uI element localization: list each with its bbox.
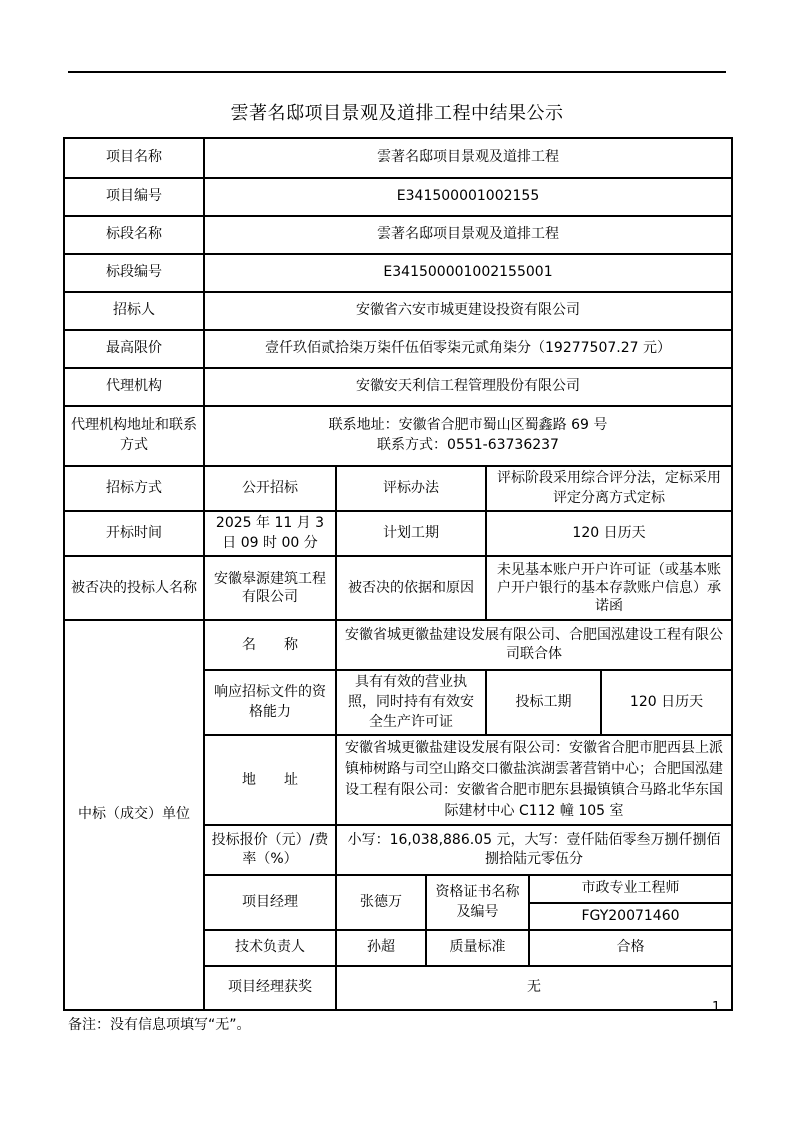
duration-label: 计划工期 [336,511,486,556]
winner-tech-lead-value: 孙超 [336,930,426,966]
winner-manager-label: 项目经理 [204,875,336,930]
bid-result-table [63,137,733,1011]
table-row [64,406,732,466]
winner-manager-value: 张德万 [336,875,426,930]
table-row [64,330,732,368]
table-row [64,216,732,254]
winner-awards-value: 无 [336,966,732,1010]
winner-name-value: 安徽省城更徽盐建设发展有限公司、合肥国泓建设工程有限公司联合体 [336,620,732,670]
tenderer-value: 安徽省六安市城更建设投资有限公司 [204,292,732,330]
tender-method-value: 公开招标 [204,466,336,511]
table-row [64,254,732,292]
table-row [64,511,732,556]
footnote: 备注：没有信息项填写“无”。 [68,1017,251,1033]
table-row [64,466,732,511]
rejected-bidder-value: 安徽皋源建筑工程有限公司 [204,556,336,620]
project-name-value: 雲著名邸项目景观及道排工程 [204,138,732,178]
agency-contact-phone: 联系方式：0551-63736237 [377,437,559,453]
agency-contact-label: 代理机构地址和联系方式 [64,406,204,466]
table-row [64,620,732,670]
agency-value: 安徽安天利信工程管理股份有限公司 [204,368,732,406]
tender-method-label: 招标方式 [64,466,204,511]
max-price-label: 最高限价 [64,330,204,368]
table-row [64,368,732,406]
winner-quality-value: 合格 [529,930,732,966]
winner-quality-label: 质量标准 [426,930,529,966]
winner-awards-label: 项目经理获奖 [204,966,336,1010]
reject-reason-value: 未见基本账户开户许可证（或基本账户开户银行的基本存款账户信息）承诺函 [486,556,732,620]
winner-bid-duration-label: 投标工期 [486,670,601,735]
project-name-label: 项目名称 [64,138,204,178]
table-row [64,556,732,620]
duration-value: 120 日历天 [486,511,732,556]
document-title: 雲著名邸项目景观及道排工程中结果公示 [230,103,564,124]
eval-method-value: 评标阶段采用综合评分法，定标采用评定分离方式定标 [486,466,732,511]
eval-method-label: 评标办法 [336,466,486,511]
page-number: 1 [712,1000,721,1015]
bid-opening-value: 2025 年 11 月 3 日 09 时 00 分 [204,511,336,556]
bid-opening-label: 开标时间 [64,511,204,556]
winner-certificate-number: FGY20071460 [529,903,732,930]
rejected-bidder-label: 被否决的投标人名称 [64,556,204,620]
winner-bid-duration-value: 120 日历天 [601,670,732,735]
winner-name-label: 名 称 [204,620,336,670]
winner-qualification-label: 响应招标文件的资格能力 [204,670,336,735]
winner-section-label: 中标（成交）单位 [64,620,204,1010]
reject-reason-label: 被否决的依据和原因 [336,556,486,620]
winner-certificate-name: 市政专业工程师 [529,875,732,903]
winner-qualification-value: 具有有效的营业执照，同时持有有效安全生产许可证 [336,670,486,735]
agency-contact-value [204,406,732,466]
section-name-label: 标段名称 [64,216,204,254]
max-price-value: 壹仟玖佰贰拾柒万柒仟伍佰零柒元贰角柒分（19277507.27 元） [204,330,732,368]
project-code-label: 项目编号 [64,178,204,216]
table-row [64,292,732,330]
agency-contact-address: 联系地址：安徽省合肥市蜀山区蜀鑫路 69 号 [328,417,608,434]
winner-address-value: 安徽省城更徽盐建设发展有限公司：安徽省合肥市肥西县上派镇柿树路与司空山路交口徽盐滨湖雲著营销中心；合肥国泓建设工程有限公司：安徽省合肥市肥东县撮镇镇合马路北华东国际建材中心 C112 幢 105 室 [336,735,732,825]
table-row [64,138,732,178]
agency-label: 代理机构 [64,368,204,406]
table-row [64,178,732,216]
section-code-value: E341500001002155001 [204,254,732,292]
header-rule [68,71,726,73]
tenderer-label: 招标人 [64,292,204,330]
winner-bid-price-label: 投标报价（元）/费率（%） [204,825,336,875]
section-code-label: 标段编号 [64,254,204,292]
winner-tech-lead-label: 技术负责人 [204,930,336,966]
winner-address-label: 地 址 [204,735,336,825]
section-name-value: 雲著名邸项目景观及道排工程 [204,216,732,254]
winner-bid-price-value: 小写：16,038,886.05 元，大写：壹仟陆佰零叁万捌仟捌佰捌拾陆元零伍分 [336,825,732,875]
project-code-value: E341500001002155 [204,178,732,216]
winner-certificate-label: 资格证书名称及编号 [426,875,529,930]
